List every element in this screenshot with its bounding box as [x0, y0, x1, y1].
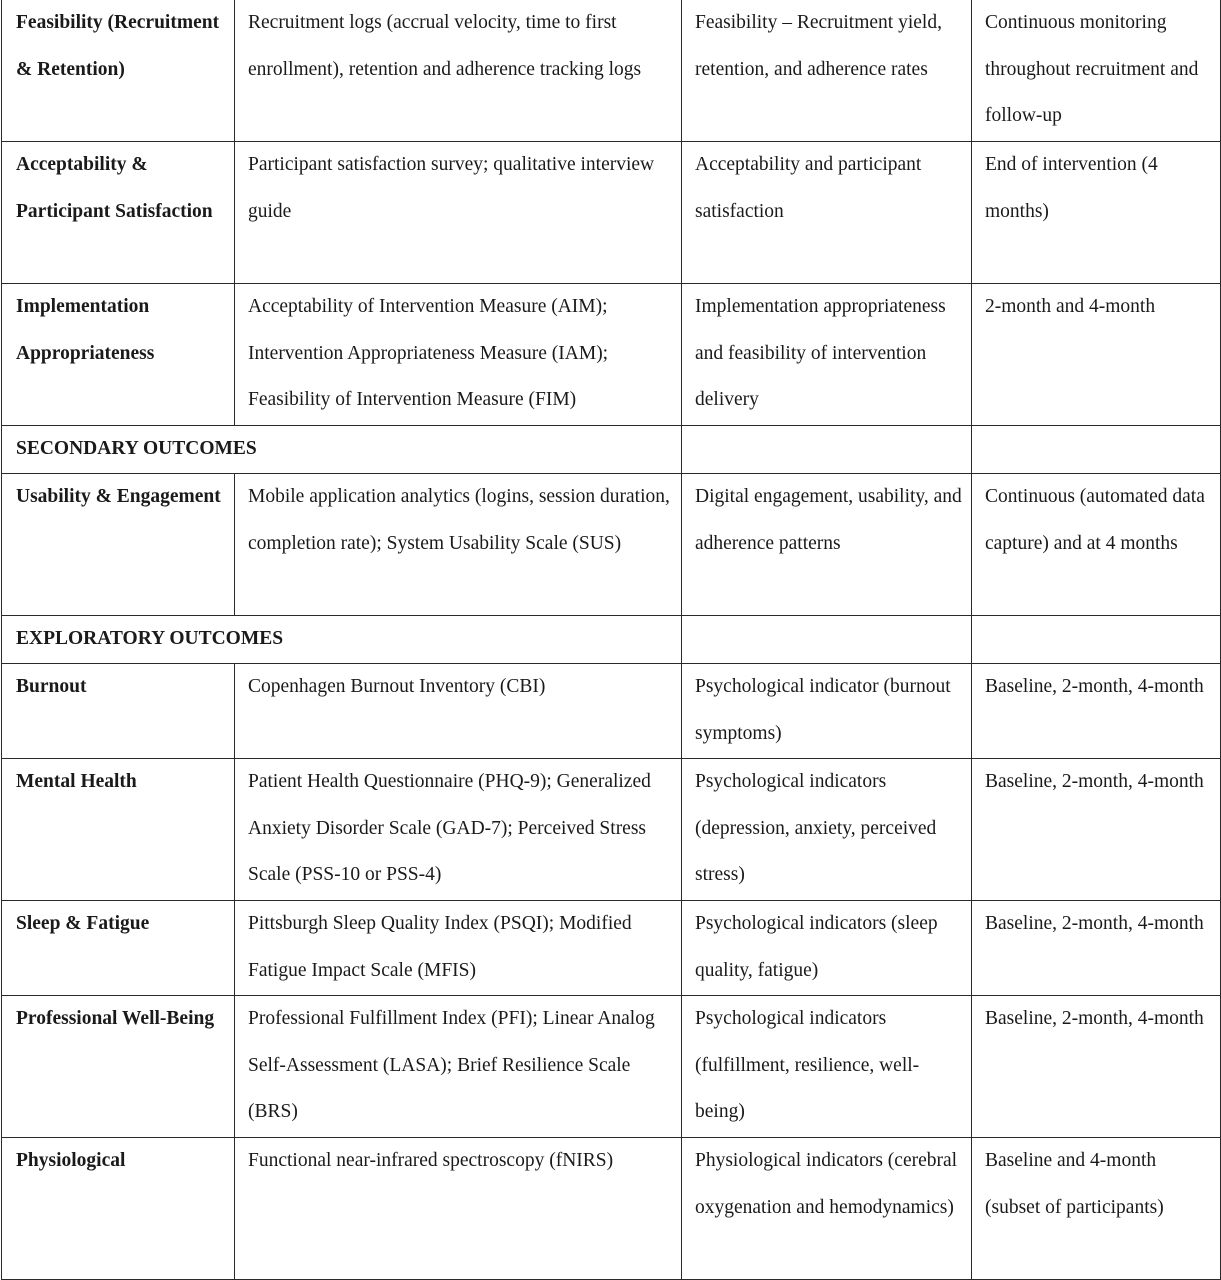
timing-cell: Baseline, 2-month, 4-month	[972, 664, 1221, 759]
section-row-secondary	[2, 426, 1221, 474]
section-title-exploratory: EXPLORATORY OUTCOMES	[2, 616, 682, 664]
table-row-usability	[2, 474, 1221, 616]
timing-cell: Baseline, 2-month, 4-month	[972, 901, 1221, 996]
table-row-mental-health	[2, 759, 1221, 901]
timing-cell: End of intervention (4 months)	[972, 142, 1221, 284]
timing-cell: Baseline, 2-month, 4-month	[972, 759, 1221, 901]
measure-cell: Functional near-infrared spectroscopy (fNIRS)	[235, 1138, 682, 1280]
measure-cell: Patient Health Questionnaire (PHQ-9); Generalized Anxiety Disorder Scale (GAD-7); Perceived Stress Scale (PSS-10 or PSS-4)	[235, 759, 682, 901]
purpose-cell: Psychological indicators (sleep quality, fatigue)	[682, 901, 972, 996]
timing-cell: Continuous (automated data capture) and at 4 months	[972, 474, 1221, 616]
domain-cell: Implementation Appropriateness	[2, 284, 235, 426]
timing-cell: Baseline, 2-month, 4-month	[972, 996, 1221, 1138]
timing-cell: Continuous monitoring throughout recruitment and follow-up	[972, 0, 1221, 142]
table-row-acceptability	[2, 142, 1221, 284]
measure-cell: Professional Fulfillment Index (PFI); Linear Analog Self-Assessment (LASA); Brief Resilience Scale (BRS)	[235, 996, 682, 1138]
purpose-cell: Digital engagement, usability, and adherence patterns	[682, 474, 972, 616]
purpose-cell: Psychological indicator (burnout symptoms)	[682, 664, 972, 759]
timing-cell: Baseline and 4-month (subset of participants)	[972, 1138, 1221, 1280]
empty-cell	[682, 426, 972, 474]
domain-cell: Professional Well-Being	[2, 996, 235, 1138]
measure-cell: Copenhagen Burnout Inventory (CBI)	[235, 664, 682, 759]
table-row-implementation	[2, 284, 1221, 426]
domain-cell: Physiological	[2, 1138, 235, 1280]
purpose-cell: Psychological indicators (fulfillment, resilience, well-being)	[682, 996, 972, 1138]
purpose-cell: Psychological indicators (depression, anxiety, perceived stress)	[682, 759, 972, 901]
table-row-sleep-fatigue	[2, 901, 1221, 996]
domain-cell: Usability & Engagement	[2, 474, 235, 616]
measure-cell: Mobile application analytics (logins, session duration, completion rate); System Usability Scale (SUS)	[235, 474, 682, 616]
measure-cell: Acceptability of Intervention Measure (AIM); Intervention Appropriateness Measure (IAM); Feasibility of Intervention Measure (FIM)	[235, 284, 682, 426]
section-row-exploratory	[2, 616, 1221, 664]
domain-cell: Burnout	[2, 664, 235, 759]
timing-cell: 2-month and 4-month	[972, 284, 1221, 426]
table-row-physiological	[2, 1138, 1221, 1280]
empty-cell	[972, 426, 1221, 474]
measure-cell: Participant satisfaction survey; qualitative interview guide	[235, 142, 682, 284]
purpose-cell: Feasibility – Recruitment yield, retention, and adherence rates	[682, 0, 972, 142]
domain-cell: Sleep & Fatigue	[2, 901, 235, 996]
measure-cell: Recruitment logs (accrual velocity, time to first enrollment), retention and adherence tracking logs	[235, 0, 682, 142]
table-row-professional-well-being	[2, 996, 1221, 1138]
empty-cell	[972, 616, 1221, 664]
domain-cell: Acceptability & Participant Satisfaction	[2, 142, 235, 284]
outcomes-table	[1, 0, 1221, 1280]
purpose-cell: Acceptability and participant satisfaction	[682, 142, 972, 284]
domain-cell: Mental Health	[2, 759, 235, 901]
table-row-feasibility	[2, 0, 1221, 142]
purpose-cell: Physiological indicators (cerebral oxygenation and hemodynamics)	[682, 1138, 972, 1280]
empty-cell	[682, 616, 972, 664]
purpose-cell: Implementation appropriateness and feasibility of intervention delivery	[682, 284, 972, 426]
section-title-secondary: SECONDARY OUTCOMES	[2, 426, 682, 474]
domain-cell: Feasibility (Recruitment & Retention)	[2, 0, 235, 142]
measure-cell: Pittsburgh Sleep Quality Index (PSQI); Modified Fatigue Impact Scale (MFIS)	[235, 901, 682, 996]
table-row-burnout	[2, 664, 1221, 759]
